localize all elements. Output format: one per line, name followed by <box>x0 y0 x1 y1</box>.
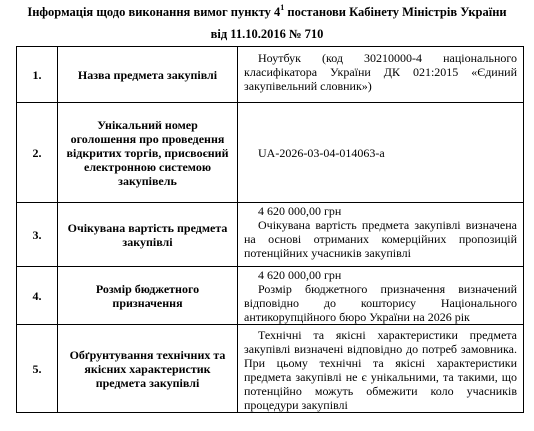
row-value: Технічні та якісні характеристики предмета закупівлі визначені відповідно до потреб замовника. При цьому технічні та якісні характеристики предмета закупівлі не є унікальними, та такими, що потенційно можуть обмежити коло учасників процедури закупівлі <box>238 325 524 413</box>
document-subtitle: від 11.10.2016 № 710 <box>210 27 324 41</box>
table-row <box>17 267 524 325</box>
row-heading: Розмір бюджетного призначення <box>58 267 238 325</box>
row-number: 1. <box>17 47 58 103</box>
row-value: Ноутбук (код 30210000-4 національного класифікатора України ДК 021:2015 «Єдиний закупівельний словник») <box>238 47 524 103</box>
row-number: 2. <box>17 103 58 203</box>
row-value: Очікувана вартість предмета закупівлі визначена на основі отриманих комерційних пропозицій потенційних учасників закупівлі <box>244 218 517 260</box>
title-end: постанови Кабінету Міністрів України <box>284 5 507 19</box>
row-value: UA-2026-03-04-014063-a <box>238 103 524 203</box>
row-heading: Очікувана вартість предмета закупівлі <box>58 203 238 267</box>
table-row <box>17 47 524 103</box>
row-amount: 4 620 000,00 грн <box>258 204 342 218</box>
row-number: 4. <box>17 267 58 325</box>
row-heading: Унікальний номер оголошення про проведення відкритих торгів, присвоєний електронною системою закупівель <box>58 103 238 203</box>
title-main: Інформація щодо виконання вимог пункту 4 <box>27 5 281 19</box>
row-heading: Обґрунтування технічних та якісних характеристик предмета закупівлі <box>58 325 238 413</box>
row-heading: Назва предмета закупівлі <box>58 47 238 103</box>
table-row <box>17 325 524 413</box>
row-amount: 4 620 000,00 грн <box>258 268 342 282</box>
document-title <box>0 2 534 19</box>
row-value-cell <box>238 267 524 325</box>
row-value: Розмір бюджетного призначення визначений відповідно до кошторису Національного антикорупційного бюро України на 2026 рік <box>244 282 517 324</box>
row-number: 5. <box>17 325 58 413</box>
row-number: 3. <box>17 203 58 267</box>
title-superscript: 1 <box>280 2 285 12</box>
table-row <box>17 103 524 203</box>
table-row <box>17 203 524 267</box>
row-value-cell <box>238 203 524 267</box>
procurement-info-table <box>16 46 524 413</box>
